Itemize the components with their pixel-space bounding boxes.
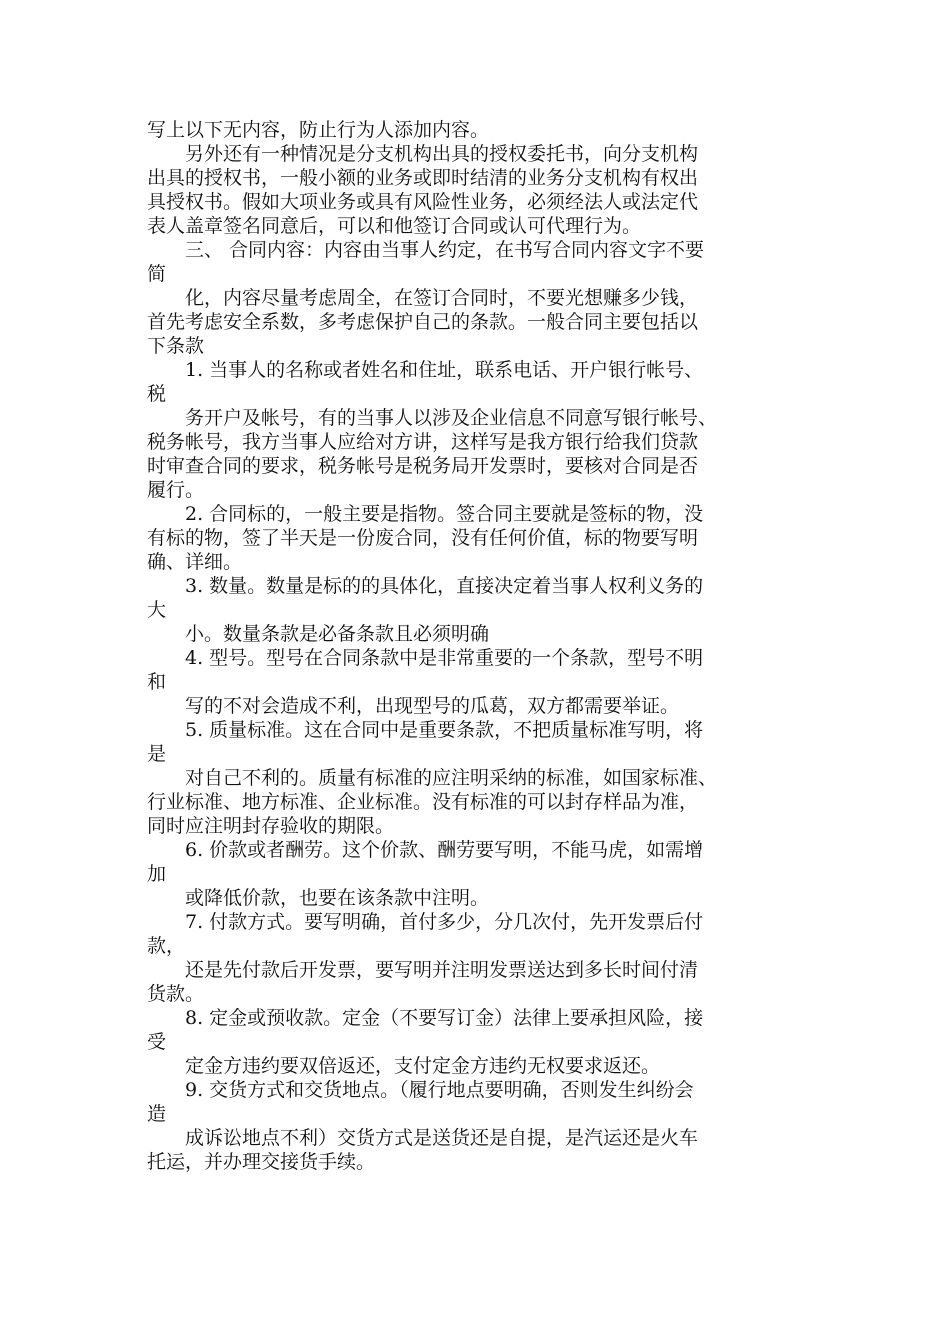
- text-line: 8. 定金或预收款。定金（不要写订金）法律上要承担风险，接: [185, 1007, 704, 1029]
- text-line: 是: [147, 743, 167, 765]
- text-line: 5. 质量标准。这在合同中是重要条款，不把质量标准写明，将: [185, 719, 704, 741]
- text-line: 下条款: [147, 335, 205, 357]
- text-line: 出具的授权书，一般小额的业务或即时结清的业务分支机构有权出: [147, 167, 699, 189]
- text-line: 加: [147, 863, 167, 885]
- text-line: 同时应注明封存验收的期限。: [147, 815, 395, 837]
- text-line: 首先考虑安全系数，多考虑保护自己的条款。一般合同主要包括以: [147, 311, 699, 333]
- text-line: 托运，并办理交接货手续。: [147, 1151, 376, 1173]
- text-line: 三、 合同内容：内容由当事人约定，在书写合同内容文字不要: [185, 239, 705, 261]
- text-line: 还是先付款后开发票，要写明并注明发票送达到多长时间付清: [185, 959, 699, 981]
- text-line: 款，: [147, 935, 186, 957]
- text-line: 和: [147, 671, 167, 693]
- text-line: 写上以下无内容，防止行为人添加内容。: [147, 119, 490, 141]
- text-line: 小。数量条款是必备条款且必须明确: [185, 623, 490, 645]
- text-line: 造: [147, 1103, 167, 1125]
- text-line: 确、详细。: [147, 551, 243, 573]
- text-line: 化，内容尽量考虑周全，在签订合同时，不要光想赚多少钱，: [185, 287, 699, 309]
- text-line: 税务帐号，我方当事人应给对方讲，这样写是我方银行给我们贷款: [147, 431, 699, 453]
- text-line: 成诉讼地点不利）交货方式是送货还是自提，是汽运还是火车: [185, 1127, 699, 1149]
- text-line: 3. 数量。数量是标的的具体化，直接决定着当事人权利义务的: [185, 575, 704, 597]
- text-line: 货款。: [147, 983, 205, 1005]
- text-line: 另外还有一种情况是分支机构出具的授权委托书，向分支机构: [185, 143, 699, 165]
- text-line: 行业标准、地方标准、企业标准。没有标准的可以封存样品为准，: [147, 791, 699, 813]
- text-line: 时审查合同的要求，税务帐号是税务局开发票时，要核对合同是否: [147, 455, 699, 477]
- text-line: 或降低价款，也要在该条款中注明。: [185, 887, 490, 909]
- text-line: 表人盖章签名同意后，可以和他签订合同或认可代理行为。: [147, 215, 642, 237]
- text-line: 务开户及帐号，有的当事人以涉及企业信息不同意写银行帐号、: [185, 407, 718, 429]
- text-line: 6. 价款或者酬劳。这个价款、酬劳要写明，不能马虎，如需增: [185, 839, 704, 861]
- text-line: 税: [147, 383, 167, 405]
- text-line: 履行。: [147, 479, 205, 501]
- document-body: [147, 118, 807, 1174]
- text-line: 写的不对会造成不利，出现型号的瓜葛，双方都需要举证。: [185, 695, 680, 717]
- text-line: 简: [147, 263, 167, 285]
- text-line: 4. 型号。型号在合同条款中是非常重要的一个条款，型号不明: [185, 647, 704, 669]
- text-line: 有标的物，签了半天是一份废合同，没有任何价值，标的物要写明: [147, 527, 699, 549]
- text-line: 受: [147, 1031, 167, 1053]
- text-line: 1. 当事人的名称或者姓名和住址，联系电话、开户银行帐号、: [185, 359, 704, 381]
- text-line: 7. 付款方式。要写明确，首付多少，分几次付，先开发票后付: [185, 911, 704, 933]
- text-line: 具授权书。假如大项业务或具有风险性业务，必须经法人或法定代: [147, 191, 699, 213]
- text-line: 2. 合同标的，一般主要是指物。签合同主要就是签标的物，没: [185, 503, 704, 525]
- text-line: 对自己不利的。质量有标准的应注明采纳的标准，如国家标准、: [185, 767, 718, 789]
- text-line: 9. 交货方式和交货地点。（履行地点要明确，否则发生纠纷会: [185, 1079, 694, 1101]
- text-line: 定金方违约要双倍返还，支付定金方违约无权要求返还。: [185, 1055, 661, 1077]
- text-line: 大: [147, 599, 167, 621]
